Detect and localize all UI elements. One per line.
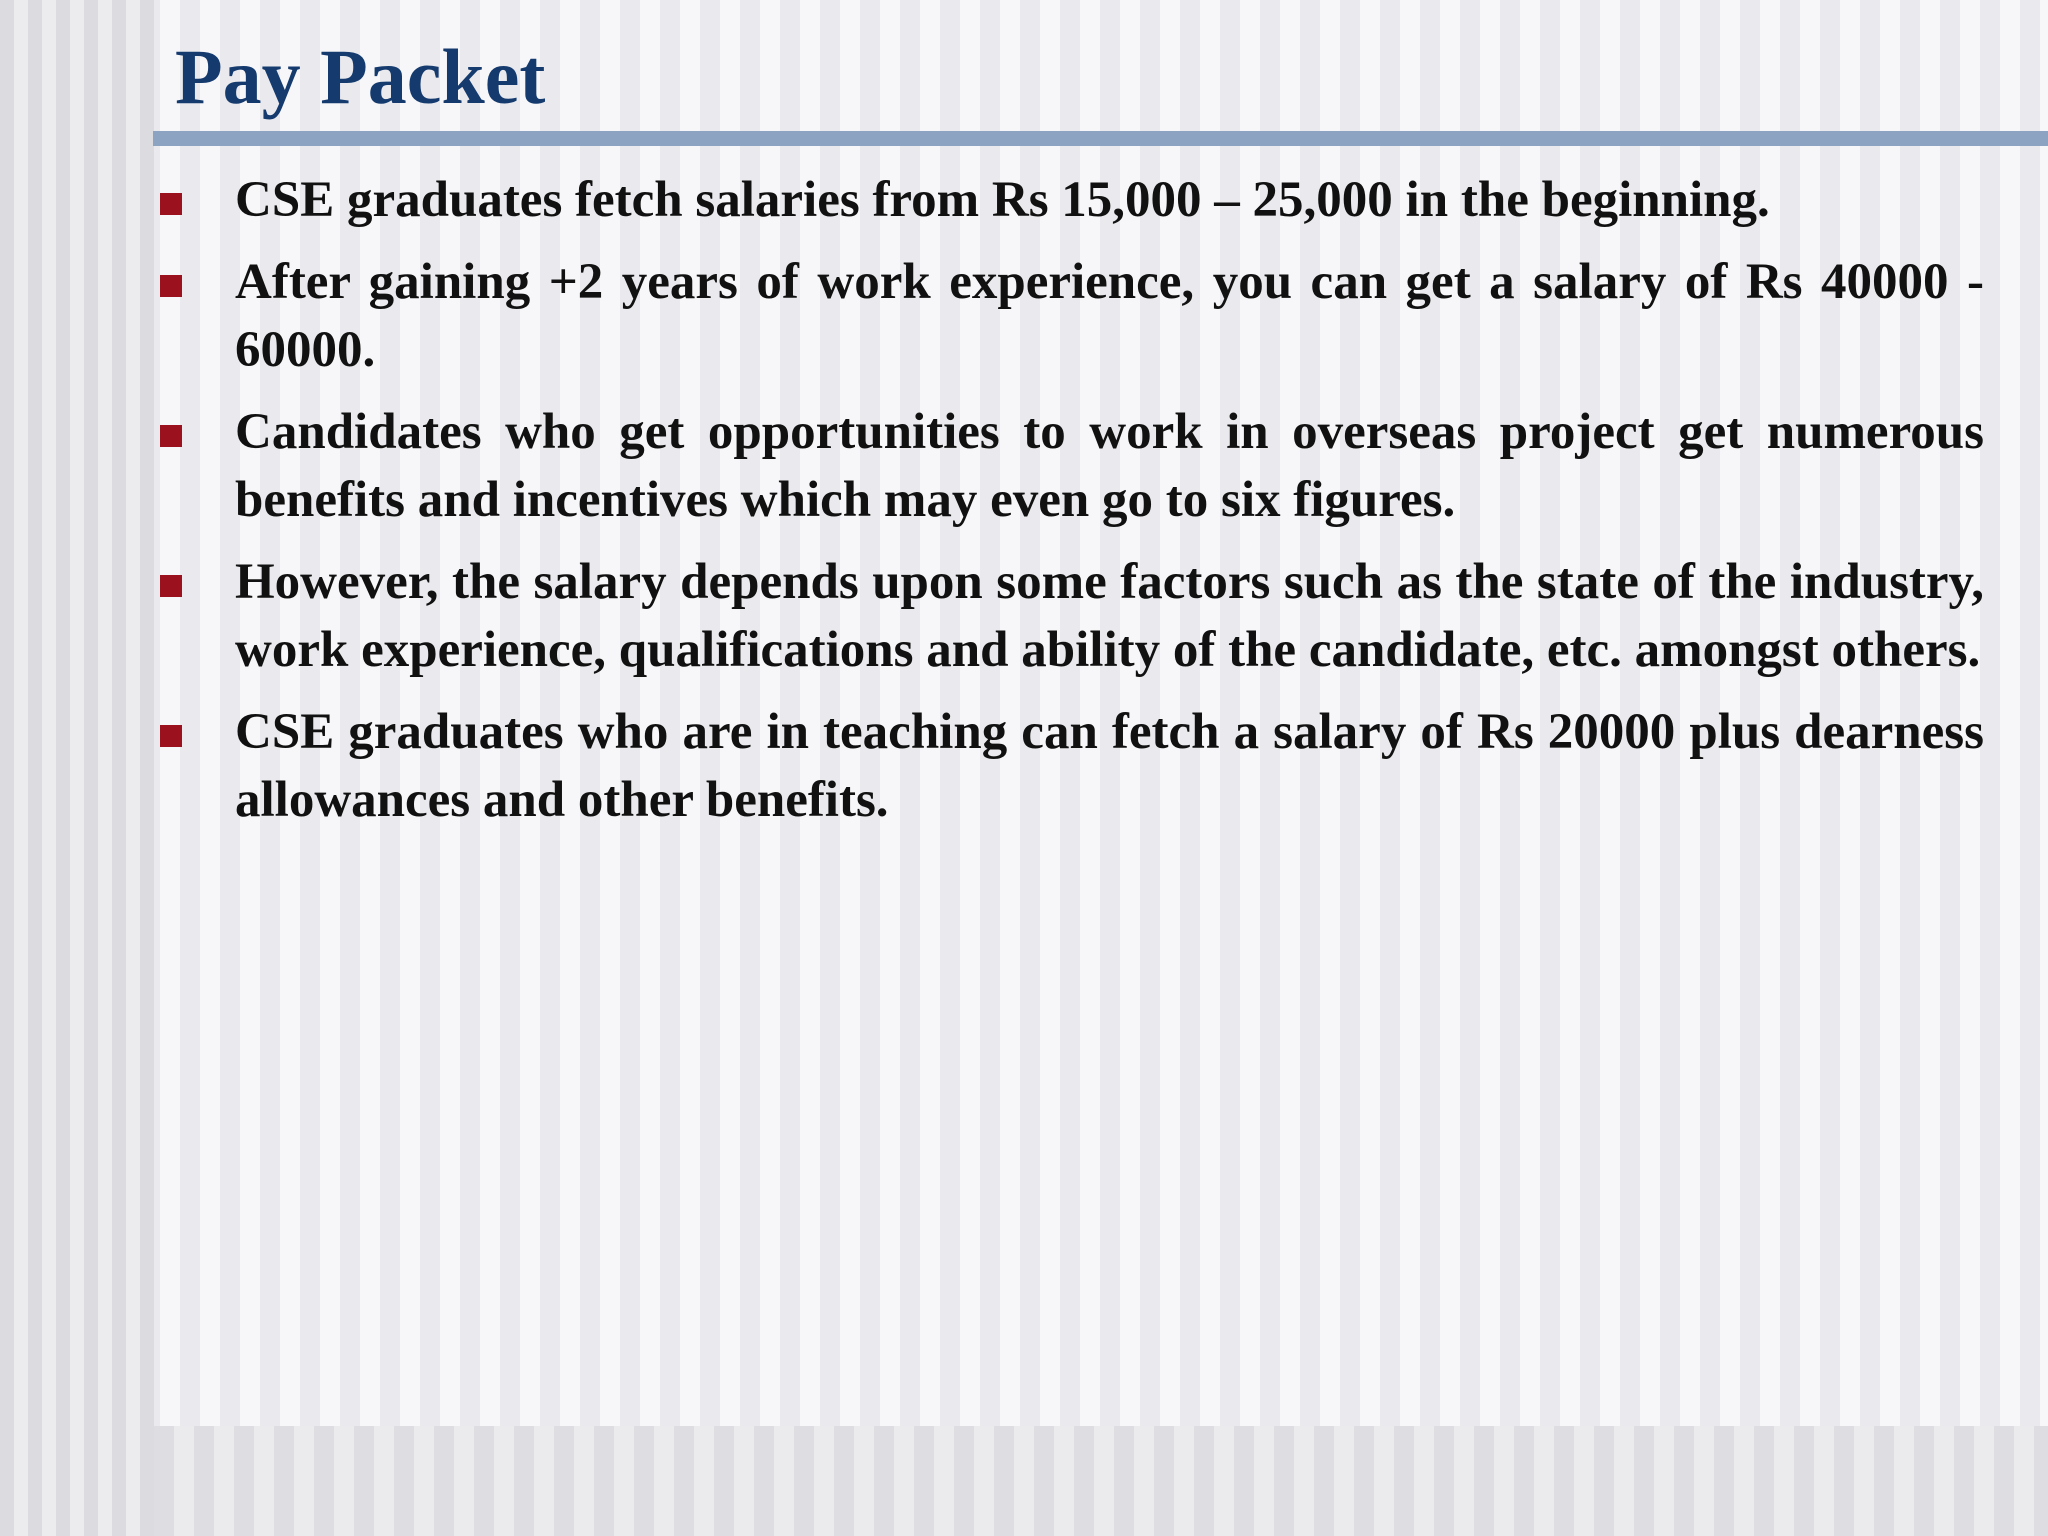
bullet-item	[160, 548, 1984, 684]
title-underline-rule	[153, 131, 2048, 146]
square-bullet-icon	[160, 725, 182, 747]
bullet-text: However, the salary depends upon some factors such as the state of the industry, work experience, qualifications and ability of the candidate, etc. amongst others.	[235, 554, 1984, 678]
bullet-item	[160, 398, 1984, 534]
bottom-decorative-band	[154, 1426, 2048, 1536]
left-decorative-band	[0, 0, 154, 1536]
bullet-text: CSE graduates fetch salaries from Rs 15,000 – 25,000 in the beginning.	[235, 172, 1770, 228]
square-bullet-icon	[160, 575, 182, 597]
bullet-list	[160, 166, 1984, 848]
bullet-text: CSE graduates who are in teaching can fetch a salary of Rs 20000 plus dearness allowances and other benefits.	[235, 704, 1984, 828]
slide-title: Pay Packet	[175, 33, 546, 120]
bullet-item	[160, 166, 1984, 234]
square-bullet-icon	[160, 275, 182, 297]
bullet-item	[160, 698, 1984, 834]
square-bullet-icon	[160, 425, 182, 447]
bullet-text: Candidates who get opportunities to work in overseas project get numerous benefits and incentives which may even go to six figures.	[235, 404, 1984, 528]
square-bullet-icon	[160, 193, 182, 215]
bullet-item	[160, 248, 1984, 384]
bullet-text: After gaining +2 years of work experience, you can get a salary of Rs 40000 - 60000.	[235, 254, 1984, 378]
